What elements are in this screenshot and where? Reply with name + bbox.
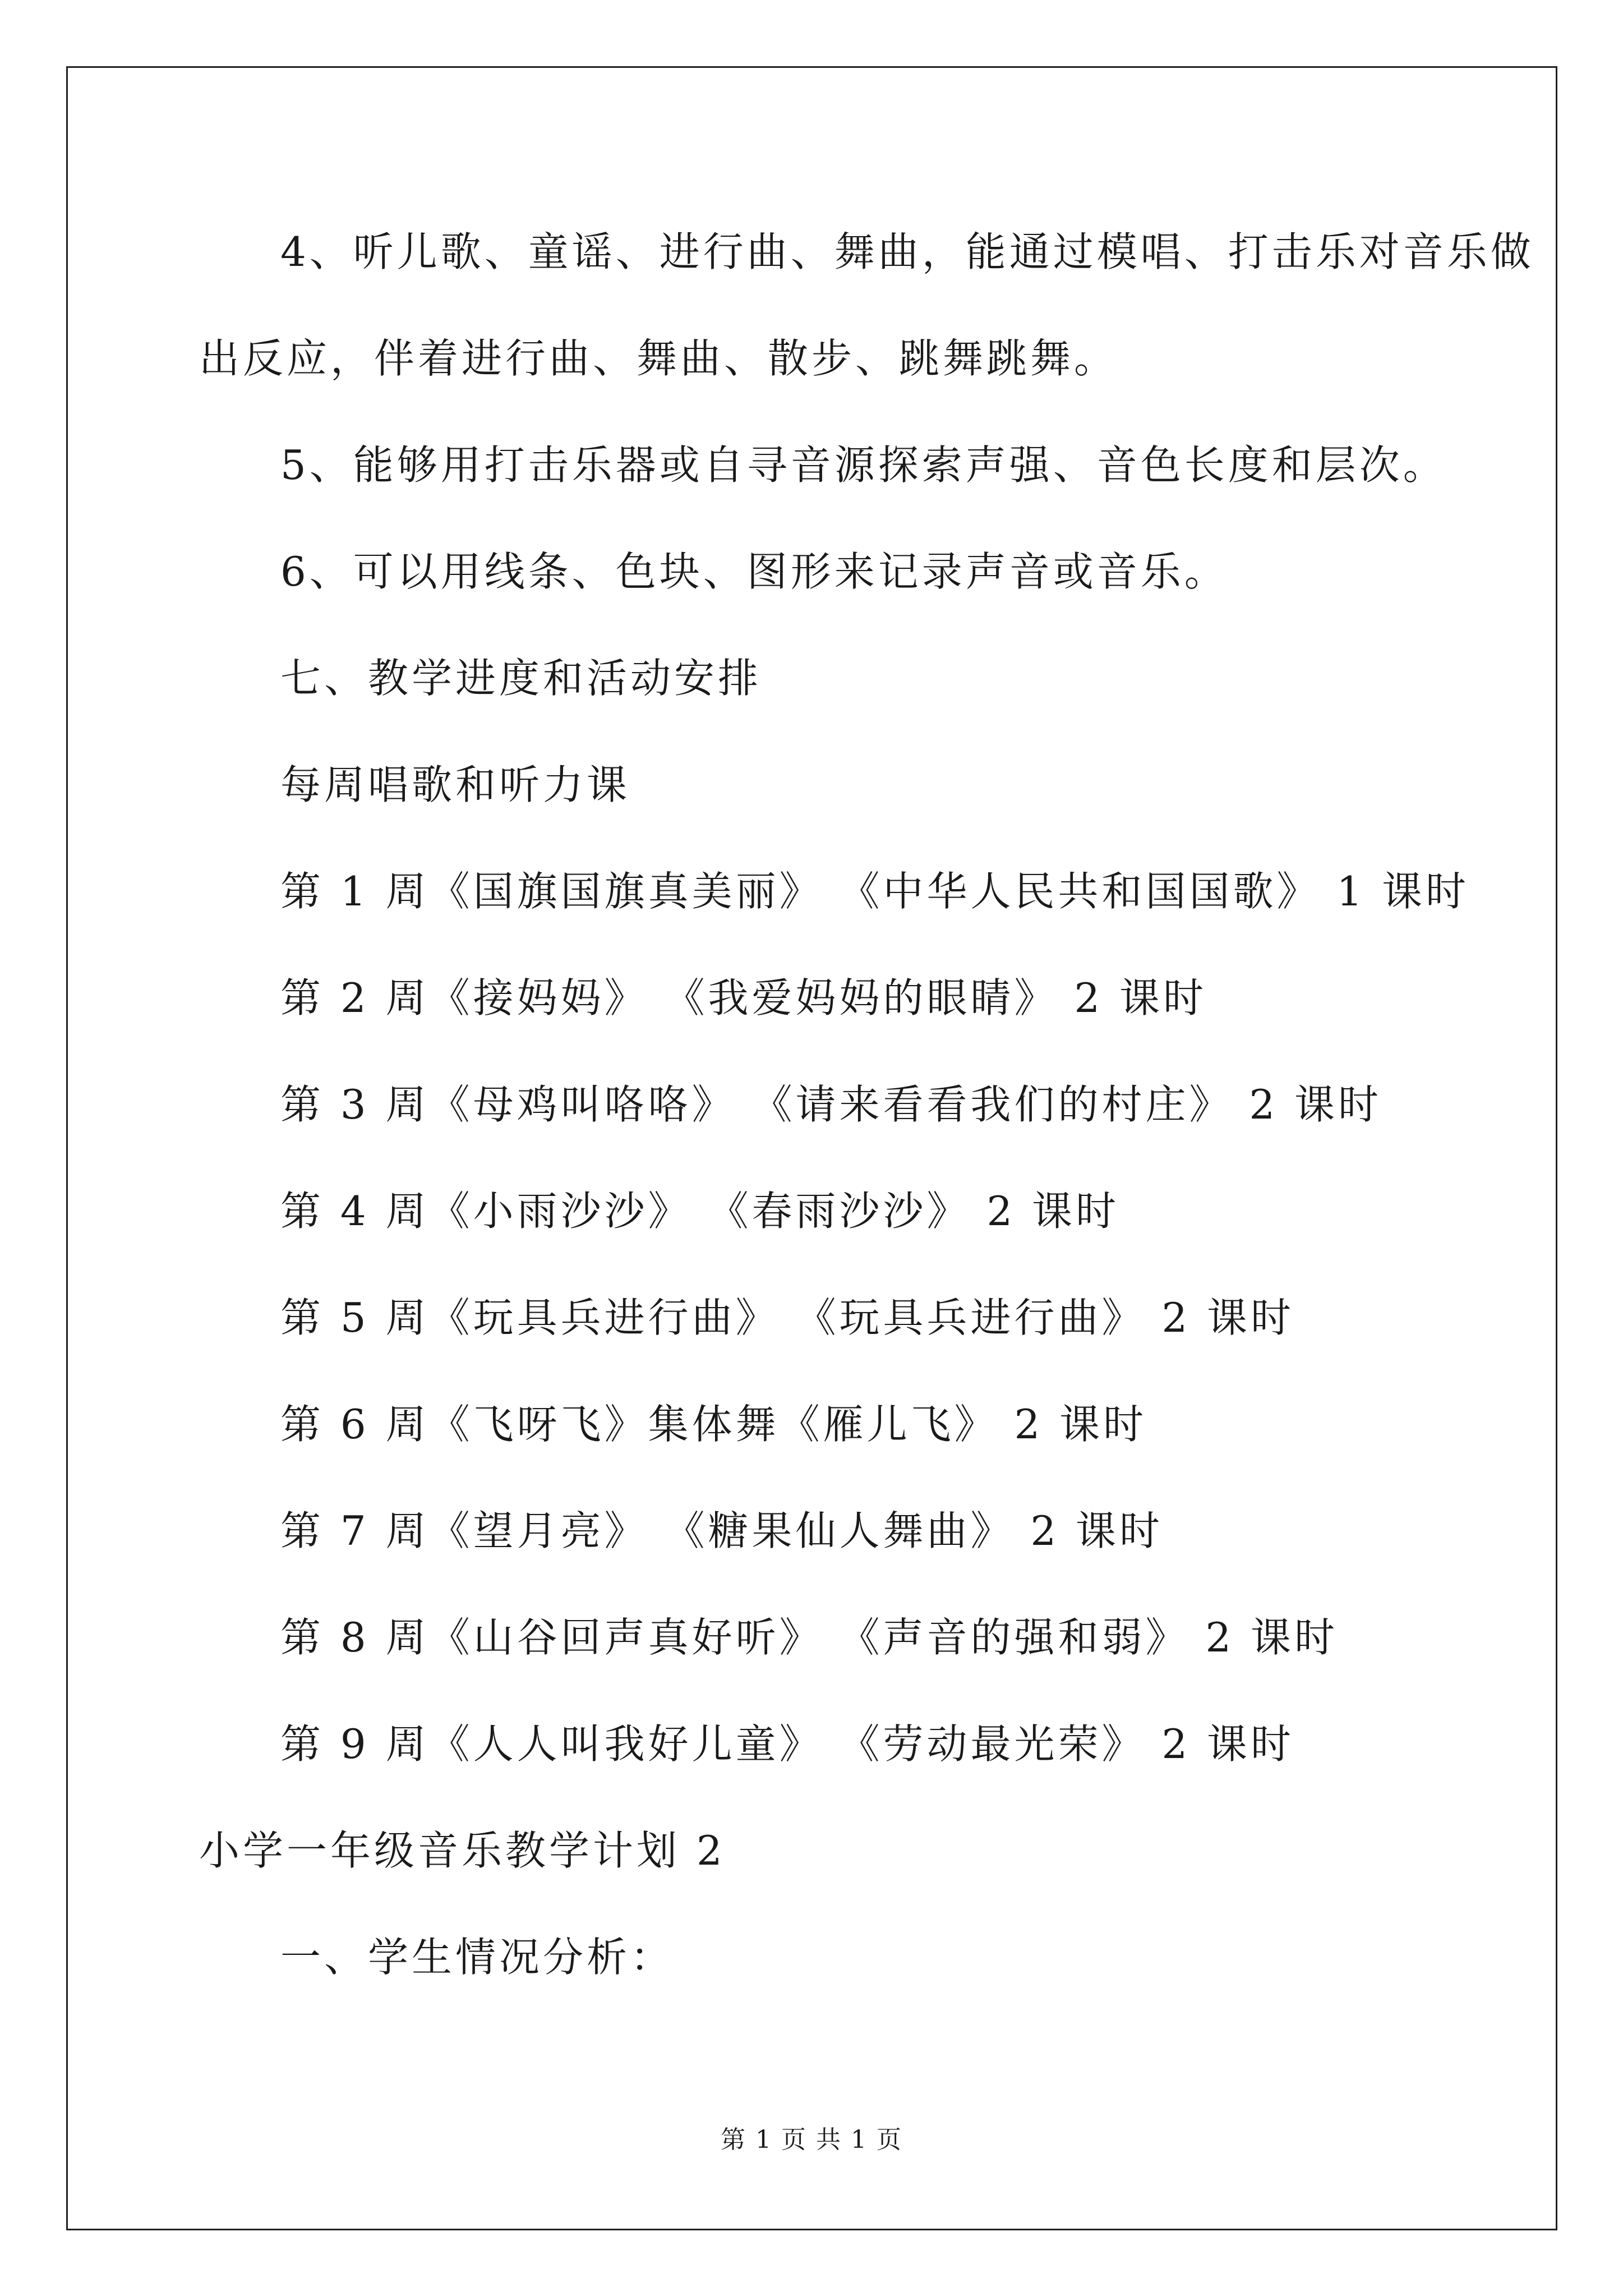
schedule-line: 第 3 周《母鸡叫咯咯》 《请来看看我们的村庄》 2 课时	[280, 1081, 1382, 1128]
schedule-line: 第 8 周《山谷回声真好听》 《声音的强和弱》 2 课时	[280, 1614, 1339, 1661]
paragraph-line: 出反应，伴着进行曲、舞曲、散步、跳舞跳舞。	[199, 335, 1118, 382]
schedule-line: 第 2 周《接妈妈》 《我爱妈妈的眼睛》 2 课时	[280, 974, 1207, 1022]
schedule-line: 第 6 周《飞呀飞》集体舞《雁儿飞》 2 课时	[280, 1401, 1147, 1448]
paragraph-line: 每周唱歌和听力课	[280, 761, 631, 808]
paragraph-line: 4、听儿歌、童谣、进行曲、舞曲，能通过模唱、打击乐对音乐做	[280, 228, 1534, 275]
schedule-line: 第 5 周《玩具兵进行曲》 《玩具兵进行曲》 2 课时	[280, 1294, 1295, 1341]
schedule-line: 第 9 周《人人叫我好儿童》 《劳动最光荣》 2 课时	[280, 1720, 1295, 1768]
document-title: 小学一年级音乐教学计划 2	[199, 1827, 726, 1874]
schedule-line: 第 4 周《小雨沙沙》 《春雨沙沙》 2 课时	[280, 1188, 1120, 1235]
schedule-line: 第 1 周《国旗国旗真美丽》 《中华人民共和国国歌》 1 课时	[280, 868, 1470, 915]
page-border	[66, 66, 1557, 2230]
section-heading: 七、教学进度和活动安排	[280, 655, 762, 702]
section-heading: 一、学生情况分析：	[280, 1934, 675, 1981]
paragraph-line: 5、能够用打击乐器或自寻音源探索声强、音色长度和层次。	[280, 441, 1447, 489]
schedule-line: 第 7 周《望月亮》 《糖果仙人舞曲》 2 课时	[280, 1507, 1164, 1554]
paragraph-line: 6、可以用线条、色块、图形来记录声音或音乐。	[280, 548, 1228, 595]
page-number-footer: 第 1 页 共 1 页	[721, 2125, 902, 2154]
